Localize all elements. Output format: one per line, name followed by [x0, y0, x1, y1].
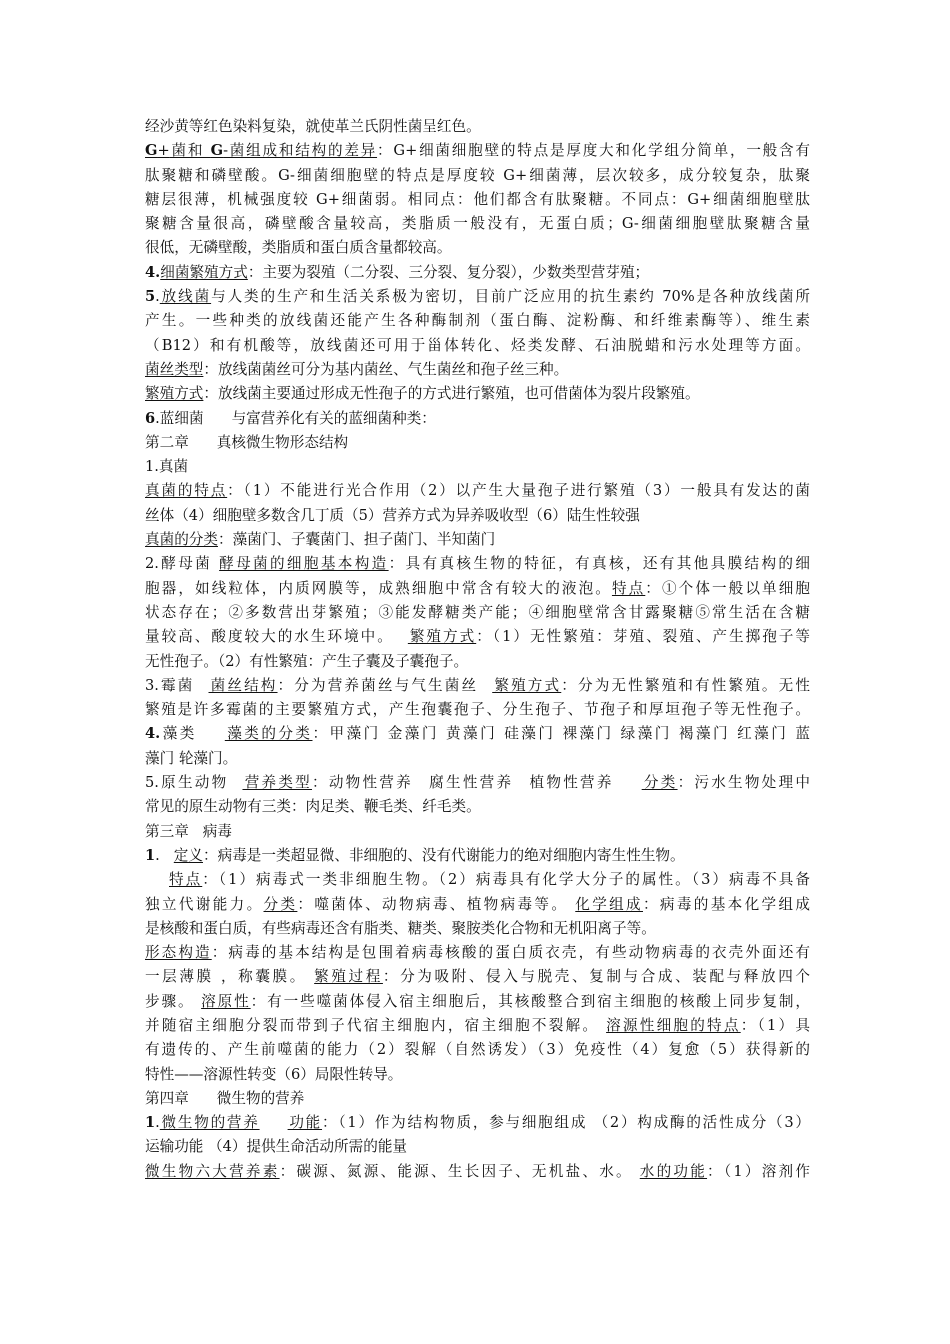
text-line — [145, 1135, 810, 1159]
text-segment: ：（1）病毒式一类非细胞生物。（2）病毒具有化学大分子的属性。（3）病毒不具备 — [202, 871, 810, 889]
text-segment: ：藻菌门、子囊菌门、担子菌门、半知菌门 — [217, 531, 496, 549]
text-line — [145, 1160, 810, 1184]
text-segment: 1 — [145, 846, 156, 864]
underlined-term: 酵母菌的细胞基本构造 — [219, 555, 389, 573]
text-line — [145, 528, 810, 552]
text-segment: 2.酵母菌 — [145, 555, 220, 573]
text-line — [145, 650, 810, 674]
underlined-term: 溶原性 — [201, 992, 251, 1010]
text-line — [145, 1014, 810, 1038]
underlined-term: 繁殖过程 — [314, 968, 383, 986]
text-segment: 4. — [145, 725, 161, 743]
text-segment: 常见的原生动物有三类：肉足类、鞭毛类、纤毛类。 — [145, 798, 481, 816]
text-segment: 状态存在；②多数营出芽繁殖；③能发酵糖类产能；④细胞壁常含甘露聚糖⑤常生活在含糖 — [145, 603, 810, 621]
underlined-term: 特点 — [169, 871, 203, 889]
underlined-term: 分类 — [263, 895, 298, 913]
underlined-term: 藻类的分类 — [224, 725, 313, 743]
text-segment: 6 — [145, 409, 156, 427]
text-segment: 病毒 — [202, 822, 232, 840]
underlined-term: 功能 — [287, 1114, 323, 1132]
text-line — [145, 1038, 810, 1062]
text-segment: . — [155, 846, 160, 864]
text-segment: ：（1）无性繁殖：芽殖、裂殖、产生掷孢子等 — [476, 628, 810, 646]
text-line — [145, 552, 810, 576]
text-segment: 1 — [145, 1114, 156, 1132]
text-segment: 第四章 — [145, 1089, 189, 1107]
text-line — [145, 164, 810, 188]
text-segment: ：分为营养菌丝与气生菌丝 — [277, 676, 479, 694]
text-segment: 藻类 — [160, 725, 197, 743]
text-segment: 是核酸和蛋白质，有些病毒还含有脂类、糖类、聚胺类化合物和无机阳离子等。 — [145, 919, 656, 937]
text-segment: ：分为吸附、侵入与脱壳、复制与合成、装配与释放四个 — [382, 968, 810, 986]
underlined-term: 繁殖方式 — [145, 385, 204, 403]
text-line — [145, 722, 810, 746]
text-segment: ：①个体一般以单细胞 — [645, 579, 810, 597]
text-segment: 第三章 — [145, 822, 189, 840]
document-page — [145, 115, 810, 1184]
text-segment: 无性孢子。（2）有性繁殖：产生子囊及子囊孢子。 — [145, 652, 469, 670]
text-segment: ：G+细菌细胞壁的特点是厚度大和化学组分简单，一般含有 — [377, 142, 810, 160]
text-line — [145, 965, 810, 989]
text-segment: 1.真菌 — [145, 458, 189, 476]
text-segment: 繁殖是许多霉菌的主要繁殖方式，产生孢囊孢子、分生孢子、节孢子和厚垣孢子等无性孢子。 — [145, 701, 810, 719]
text-segment: ：具有真核生物的特征，有真核，还有其他具膜结构的细 — [388, 555, 810, 573]
text-line — [145, 1087, 810, 1111]
underlined-term: G — [145, 142, 158, 160]
text-segment: 胞器，如线粒体，内质网膜等，成熟细胞中常含有较大的液泡。 — [145, 579, 612, 597]
text-line — [145, 285, 810, 309]
underlined-term: 菌丝类型 — [145, 360, 204, 378]
text-segment: 5 — [145, 288, 156, 306]
text-segment: ：分为无性繁殖和有性繁殖。无性 — [561, 676, 810, 694]
text-line — [145, 455, 810, 479]
text-segment: 独立代谢能力。 — [145, 895, 264, 913]
text-line — [145, 747, 810, 771]
text-line — [145, 844, 810, 868]
text-segment: ：放线菌主要通过形成无性孢子的方式进行繁殖，也可借菌体为裂片段繁殖。 — [203, 385, 700, 403]
text-segment: ：有一些噬菌体侵入宿主细胞后，其核酸整合到宿主细胞的核酸上同步复制， — [250, 992, 810, 1010]
underlined-term: 繁殖方式 — [407, 628, 477, 646]
text-line — [145, 820, 810, 844]
text-segment: 一层薄膜 ，称囊膜。 — [145, 968, 315, 986]
text-segment: 藻门 轮藻门。 — [145, 749, 238, 767]
text-line — [145, 893, 810, 917]
text-line — [145, 795, 810, 819]
text-segment: 真核微生物形态结构 — [216, 433, 349, 451]
text-line — [145, 698, 810, 722]
text-line — [145, 674, 810, 698]
text-line — [145, 990, 810, 1014]
text-line — [145, 261, 810, 285]
underlined-term: 水的功能 — [639, 1162, 708, 1180]
text-segment: ：（1）作为结构物质，参与细胞组成 （2）构成酶的活性成分（3） — [322, 1114, 810, 1132]
text-segment: ：放线菌菌丝可分为基内菌丝、气生菌丝和孢子丝三种。 — [203, 360, 569, 378]
text-segment: 产生。一些种类的放线菌还能产生各种酶制剂（蛋白酶、淀粉酶、和纤维素酶等）、维生素 — [145, 312, 810, 330]
text-line — [145, 334, 810, 358]
text-line — [145, 407, 810, 431]
text-line — [145, 479, 810, 503]
text-line — [145, 1111, 810, 1135]
text-line — [145, 601, 810, 625]
text-segment: 与富营养化有关的蓝细菌种类： — [231, 409, 436, 427]
text-segment: ：病毒的基本结构是包围着病毒核酸的蛋白质衣壳，有些动物病毒的衣壳外面还有 — [211, 944, 810, 962]
text-line — [145, 771, 810, 795]
underlined-term: 真菌的特点 — [145, 482, 228, 500]
text-segment: ：（1）不能进行光合作用（2）以产生大量孢子进行繁殖（3）一般具有发达的菌 — [227, 482, 810, 500]
text-segment: 经沙黄等红色染料复染，就使革兰氏阴性菌呈红色。 — [145, 118, 481, 135]
underlined-term: 定义 — [173, 846, 203, 864]
underlined-term: 形态构造 — [145, 944, 212, 962]
underlined-term: 菌和 — [169, 142, 211, 160]
text-segment: 有遗传的、产生前噬菌的能力（2）裂解（自然诱发）（3）免疫性（4）复愈（5）获得新的 — [145, 1041, 810, 1059]
text-segment: ：病毒的基本化学组成 — [643, 895, 810, 913]
text-segment: ：病毒是一类超显微、非细胞的、没有代谢能力的绝对细胞内寄生性生物。 — [203, 846, 685, 864]
text-segment: 量较高、酸度较大的水生环境中。 — [145, 628, 394, 646]
underlined-term: 分类 — [641, 774, 678, 792]
text-segment: ：（1）溶剂作 — [707, 1162, 810, 1180]
text-segment: 很低，无磷壁酸，类脂质和蛋白质含量都较高。 — [145, 239, 452, 257]
text-segment: 5.原生动物 — [145, 774, 229, 792]
text-segment: . — [155, 1114, 160, 1132]
text-segment: ：污水生物处理中 — [677, 774, 810, 792]
text-line — [145, 212, 810, 236]
underlined-term: 细菌繁殖方式 — [160, 263, 248, 281]
text-segment: （B12）和有机酸等，放线菌还可用于甾体转化、烃类发酵、石油脱蜡和污水处理等方面。 — [145, 336, 810, 354]
text-segment: 腐生性营养 — [426, 774, 514, 792]
text-segment: .蓝细菌 — [155, 409, 204, 427]
text-line — [145, 941, 810, 965]
text-segment: 第二章 — [145, 433, 189, 451]
text-line — [145, 115, 810, 139]
underlined-term: 微生物六大营养素 — [145, 1162, 280, 1180]
text-line — [145, 868, 810, 892]
text-line — [145, 1063, 810, 1087]
text-segment: ：噬菌体、动物病毒、植物病毒等。 — [297, 895, 576, 913]
text-segment: 微生物的营养 — [216, 1089, 305, 1107]
underlined-term: 溶源性细胞的特点 — [606, 1016, 741, 1034]
text-segment: 3.霉菌 — [145, 676, 195, 694]
text-segment: 特性——溶源性转变（6）局限性转导。 — [145, 1065, 403, 1083]
text-segment: ：动物性营养 — [312, 774, 413, 792]
text-segment: 4. — [145, 263, 161, 281]
underlined-term: 放线菌 — [159, 288, 212, 306]
text-segment: 并随宿主细胞分裂而带到子代宿主细胞内，宿主细胞不裂解。 — [145, 1016, 607, 1034]
text-segment: ：（1）具 — [740, 1016, 810, 1034]
text-line — [145, 504, 810, 528]
text-line — [145, 577, 810, 601]
text-line — [145, 188, 810, 212]
text-line — [145, 625, 810, 649]
text-segment: 糖层很薄，机械强度较 G+细菌弱。相同点：他们都含有肽聚糖。不同点：G+细菌细胞壁肽 — [145, 190, 810, 208]
underlined-term: -菌组成和结构的差异 — [223, 142, 378, 160]
underlined-term: + — [157, 142, 170, 160]
text-line — [145, 309, 810, 333]
text-segment: 聚糖含量很高，磷壁酸含量较高，类脂质一般没有，无蛋白质；G-细菌细胞壁肽聚糖含量 — [145, 215, 810, 233]
text-segment: ：甲藻门 金藻门 黄藻门 硅藻门 裸藻门 绿藻门 褐藻门 红藻门 蓝 — [312, 725, 810, 743]
text-segment: ：碳源、氮源、能源、生长因子、无机盐、水。 — [279, 1162, 640, 1180]
underlined-term: 微生物的营养 — [159, 1114, 260, 1132]
text-segment: 丝体（4）细胞壁多数含几丁质（5）营养方式为异养吸收型（6）陆生性较强 — [145, 506, 640, 524]
text-segment: 植物性营养 — [527, 774, 614, 792]
underlined-term: 繁殖方式 — [492, 676, 562, 694]
underlined-term: 营养类型 — [242, 774, 312, 792]
text-segment: 步骤。 — [145, 992, 202, 1010]
text-line — [145, 382, 810, 406]
underlined-term: 真菌的分类 — [145, 531, 218, 549]
text-line — [145, 917, 810, 941]
text-segment: . — [155, 288, 160, 306]
underlined-term: 特点 — [611, 579, 646, 597]
underlined-term: 化学组成 — [575, 895, 643, 913]
text-line — [145, 358, 810, 382]
underlined-term: 菌丝结构 — [208, 676, 278, 694]
text-segment: 与人类的生产和生活关系极为密切，目前广泛应用的抗生素约 70%是各种放线菌所 — [211, 288, 810, 306]
text-segment: ：主要为裂殖（二分裂、三分裂、复分裂），少数类型营芽殖； — [247, 263, 650, 281]
text-segment: 运输功能 （4）提供生命活动所需的能量 — [145, 1138, 408, 1156]
text-line — [145, 236, 810, 260]
text-segment: 肽聚糖和磷壁酸。G-细菌细胞壁的特点是厚度较 G+细菌薄，层次较多，成分较复杂，肽聚 — [145, 166, 810, 184]
text-line — [145, 431, 810, 455]
text-line — [145, 139, 810, 163]
underlined-term: G — [210, 142, 224, 160]
